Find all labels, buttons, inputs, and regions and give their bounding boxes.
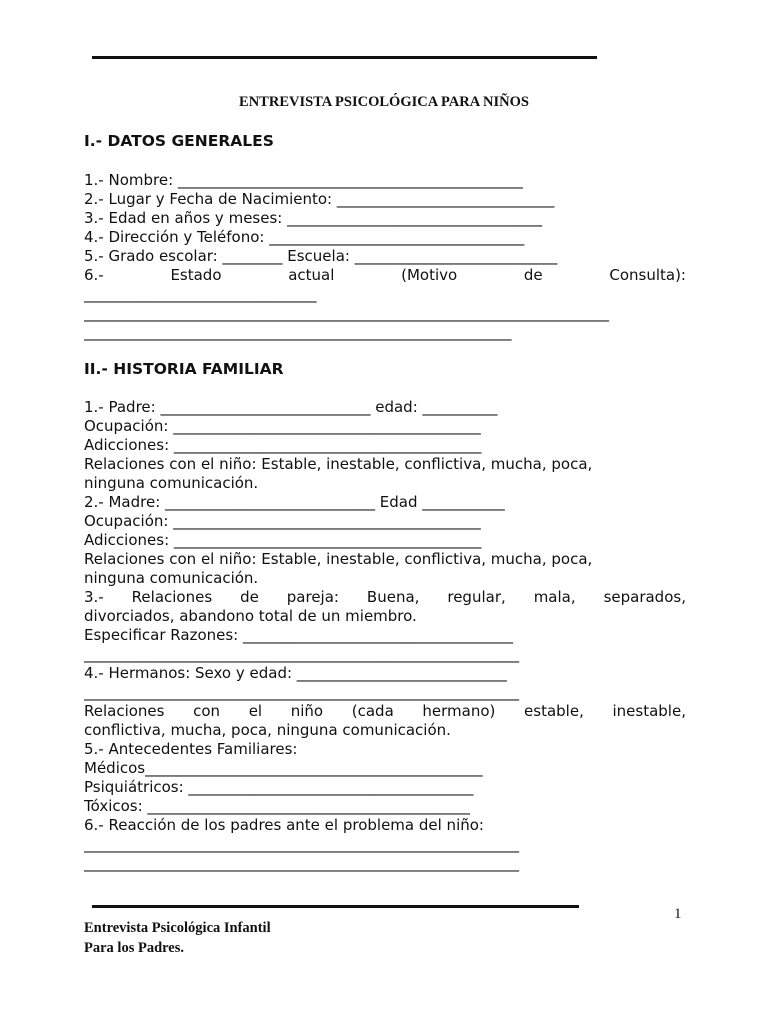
header-rule [92, 56, 597, 59]
hermanos-word: (cada [351, 702, 394, 720]
field-especificar-razones: Especificar Razones: ____________________________________ [84, 626, 513, 644]
reaccion-padres-text: 6.- Reacción de los padres ante el problema del niño: [84, 816, 484, 834]
pareja-word: regular, [447, 588, 506, 606]
datos-generales-fields [84, 171, 686, 342]
field-madre-adicciones: Adicciones: _________________________________________ [84, 531, 482, 549]
antecedentes-heading: 5.- Antecedentes Familiares: [84, 740, 298, 758]
hermanos-word: Relaciones [84, 702, 165, 720]
hermanos-word: niño [290, 702, 324, 720]
hermanos-word: hermano) [422, 702, 496, 720]
field-medicos: Médicos_____________________________________________ [84, 759, 483, 777]
section-heading-datos-generales: I.- DATOS GENERALES [84, 132, 274, 150]
historia-familiar-fields [84, 398, 686, 873]
motivo-word: 6.- [84, 266, 104, 284]
motivo-word: Estado [170, 266, 222, 284]
pareja-word: pareja: [286, 588, 339, 606]
reaccion-blank-line: __________________________________________________________ [84, 854, 519, 872]
document-title: ENTREVISTA PSICOLÓGICA PARA NIÑOS [239, 94, 529, 110]
footer-text [84, 918, 271, 958]
pareja-word: mala, [533, 588, 576, 606]
relaciones-pareja-text: divorciados, abandono total de un miembro. [84, 607, 417, 625]
hermanos-word: el [248, 702, 263, 720]
hermanos-relaciones-text: conflictiva, mucha, poca, ninguna comunicación. [84, 721, 451, 739]
padre-relaciones-text: Relaciones con el niño: Estable, inestable, conflictiva, mucha, poca, [84, 455, 593, 473]
field-madre: 2.- Madre: ____________________________ Edad ___________ [84, 493, 505, 511]
field-lugar-fecha-nacimiento: 2.- Lugar y Fecha de Nacimiento: _____________________________ [84, 190, 555, 208]
motivo-word: actual [288, 266, 335, 284]
motivo-word: Consulta): [609, 266, 686, 284]
motivo-blank-line: _________________________________________________________ [84, 323, 512, 341]
field-toxicos: Tóxicos: ___________________________________________ [84, 797, 470, 815]
hermanos-word: inestable, [612, 702, 686, 720]
field-grado-escuela: 5.- Grado escolar: ________ Escuela: ___________________________ [84, 247, 558, 265]
field-madre-ocupacion: Ocupación: _________________________________________ [84, 512, 481, 530]
page-number: 1 [674, 906, 682, 922]
field-hermanos: 4.- Hermanos: Sexo y edad: ____________________________ [84, 664, 507, 682]
madre-relaciones-text: ninguna comunicación. [84, 569, 259, 587]
pareja-word: separados, [603, 588, 686, 606]
relaciones-pareja-text [84, 588, 686, 607]
padre-relaciones-text: ninguna comunicación. [84, 474, 259, 492]
field-direccion-telefono: 4.- Dirección y Teléfono: __________________________________ [84, 228, 525, 246]
pareja-word: Buena, [366, 588, 420, 606]
pareja-word: 3.- [84, 588, 104, 606]
pareja-word: de [240, 588, 259, 606]
hermanos-blank-line: __________________________________________________________ [84, 683, 519, 701]
field-edad: 3.- Edad en años y meses: __________________________________ [84, 209, 543, 227]
madre-relaciones-text: Relaciones con el niño: Estable, inestable, conflictiva, mucha, poca, [84, 550, 593, 568]
motivo-blank-line: _______________________________ [84, 285, 317, 303]
razones-blank-line: __________________________________________________________ [84, 645, 519, 663]
motivo-blank-line: ______________________________________________________________________ [84, 304, 609, 322]
field-padre: 1.- Padre: ____________________________ edad: __________ [84, 398, 498, 416]
hermanos-relaciones-text [84, 702, 686, 721]
field-padre-adicciones: Adicciones: _________________________________________ [84, 436, 482, 454]
hermanos-word: con [193, 702, 221, 720]
field-nombre: 1.- Nombre: ______________________________________________ [84, 171, 523, 189]
field-padre-ocupacion: Ocupación: _________________________________________ [84, 417, 481, 435]
footer-line: Para los Padres. [84, 940, 185, 956]
footer-line: Entrevista Psicológica Infantil [84, 920, 271, 936]
footer-rule [92, 905, 579, 908]
motivo-word: (Motivo [401, 266, 458, 284]
field-psiquiatricos: Psiquiátricos: ______________________________________ [84, 778, 474, 796]
hermanos-word: estable, [524, 702, 584, 720]
section-heading-historia-familiar: II.- HISTORIA FAMILIAR [84, 360, 284, 378]
field-motivo-consulta [84, 266, 686, 285]
pareja-word: Relaciones [131, 588, 213, 606]
reaccion-blank-line: __________________________________________________________ [84, 835, 519, 853]
motivo-word: de [523, 266, 543, 284]
